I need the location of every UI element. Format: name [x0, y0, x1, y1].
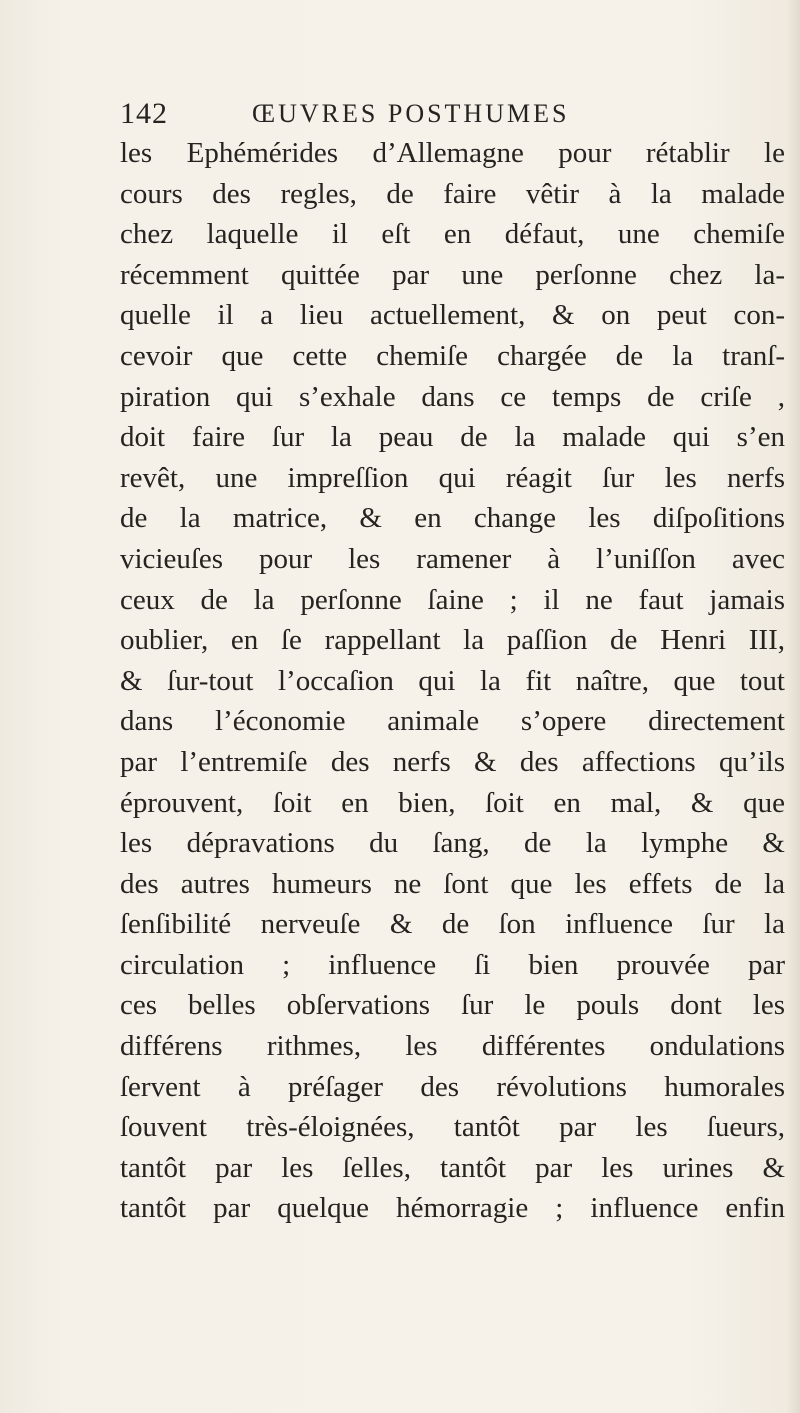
text-line: doit faire ſur la peau de la malade qui s’en — [120, 421, 785, 454]
text-line: ſervent à préſager des révolutions humorales — [120, 1070, 785, 1103]
text-line: piration qui s’exhale dans ce temps de criſe , — [120, 380, 785, 413]
text-line: différens rithmes, les différentes ondulations — [120, 1030, 785, 1063]
text-line: des autres humeurs ne ſont que les effets de la — [120, 867, 785, 900]
text-line: éprouvent, ſoit en bien, ſoit en mal, & que — [120, 786, 785, 819]
text-line: tantôt par les ſelles, tantôt par les urines & — [120, 1151, 785, 1184]
running-head — [120, 92, 800, 136]
text-line: ſenſibilité nerveuſe & de ſon influence ſur la — [120, 908, 785, 941]
text-line: récemment quittée par une perſonne chez la- — [120, 258, 785, 291]
text-line: chez laquelle il eſt en défaut, une chemiſe — [120, 218, 785, 251]
text-line: de la matrice, & en change les diſpoſitions — [120, 502, 785, 535]
text-line: vicieuſes pour les ramener à l’uniſſon avec — [120, 542, 785, 575]
text-line: circulation ; influence ſi bien prouvée par — [120, 948, 785, 981]
text-line: les Ephémérides d’Allemagne pour rétablir le — [120, 137, 785, 169]
body-text — [120, 133, 785, 1229]
page-number: 142 — [120, 97, 168, 130]
text-line: dans l’économie animale s’opere directement — [120, 705, 785, 738]
text-line: oublier, en ſe rappellant la paſſion de Henri III, — [120, 624, 785, 657]
text-line: revêt, une impreſſion qui réagit ſur les nerfs — [120, 461, 785, 494]
text-line: tantôt par quelque hémorragie ; influence enfin — [120, 1192, 785, 1225]
text-line: cevoir que cette chemiſe chargée de la tranſ- — [120, 339, 785, 372]
text-line: ceux de la perſonne ſaine ; il ne faut jamais — [120, 583, 785, 616]
text-line: quelle il a lieu actuellement, & on peut con- — [120, 299, 785, 332]
running-title: ŒUVRES POSTHUMES — [252, 99, 570, 128]
text-line: cours des regles, de faire vêtir à la malade — [120, 177, 785, 210]
text-line: ſouvent très-éloignées, tantôt par les ſueurs, — [120, 1111, 785, 1144]
text-line: par l’entremiſe des nerfs & des affections qu’ils — [120, 745, 785, 778]
text-line: les dépravations du ſang, de la lymphe & — [120, 827, 785, 860]
text-line: & ſur-tout l’occaſion qui la fit naître, que tout — [120, 664, 785, 697]
page-edge-shadow — [786, 0, 800, 1413]
text-line: ces belles obſervations ſur le pouls dont les — [120, 989, 785, 1022]
